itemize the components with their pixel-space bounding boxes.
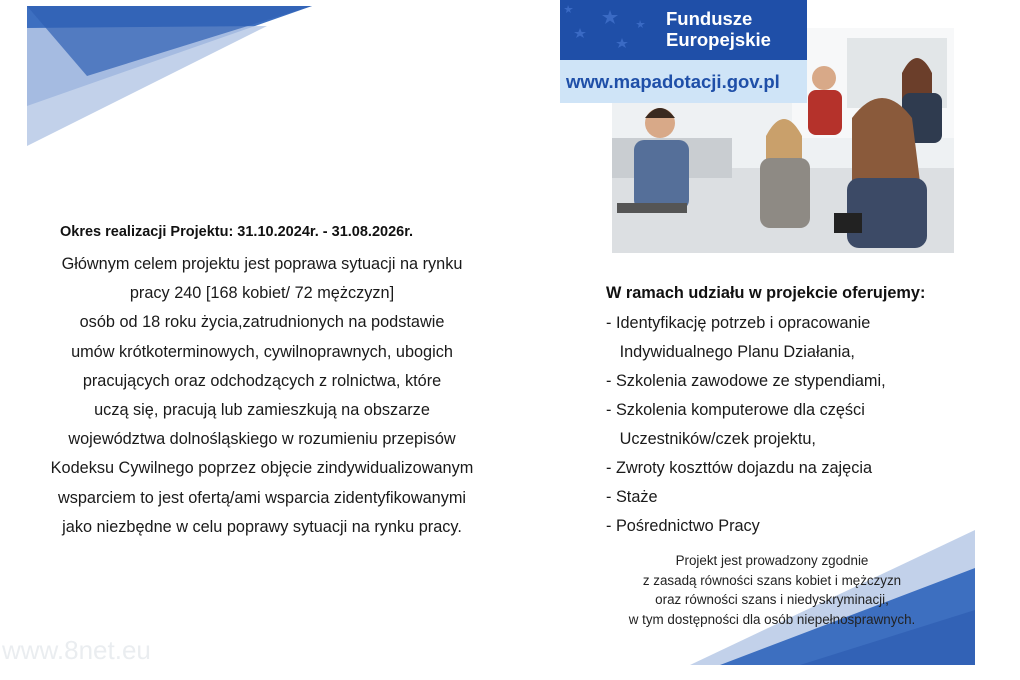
offer-heading: W ramach udziału w projekcie oferujemy: <box>606 284 926 302</box>
offer-item: - Szkolenia komputerowe dla części <box>606 401 865 419</box>
watermark: www.8net.eu <box>2 635 151 665</box>
goal-line: pracujących oraz odchodzących z rolnictwa, które <box>82 371 442 390</box>
goal-line: Kodeksu Cywilnego poprzez objęcie zindywidualizowanym <box>50 459 474 478</box>
eu-funds-logo <box>560 0 807 60</box>
eu-funds-title <box>666 8 771 50</box>
goal-line: pracy 240 [168 kobiet/ 72 mężczyzn] <box>129 284 395 303</box>
eu-stars-icon <box>560 0 654 60</box>
equality-note <box>600 551 944 629</box>
offer-item: - Staże <box>606 488 658 506</box>
goal-line: województwa dolnośląskiego w rozumieniu przepisów <box>68 430 456 449</box>
equality-note-line: z zasadą równości szans kobiet i mężczyzn <box>642 572 902 588</box>
offer-item: Indywidualnego Planu Działania, <box>606 343 855 361</box>
offer-item: - Identyfikację potrzeb i opracowanie <box>606 314 871 332</box>
offer-item: - Pośrednictwo Pracy <box>606 517 760 535</box>
decorative-corner-top-left <box>27 6 312 146</box>
equality-note-line: oraz równości szans i niedyskryminacji, <box>655 592 889 607</box>
offer-list <box>606 309 886 541</box>
goal-line: jako niezbędne w celu poprawy sytuacji na rynku pracy. <box>62 517 462 536</box>
goal-line: osób od 18 roku życia,zatrudnionych na podstawie <box>79 313 445 332</box>
goal-line: wsparciem to jest ofertą/ami wsparcia zidentyfikowanymi <box>57 488 467 507</box>
offer-item: Uczestników/czek projektu, <box>606 430 816 448</box>
goal-line: uczą się, pracują lub zamieszkują na obszarze <box>94 401 430 420</box>
goal-line: umów krótkoterminowych, cywilnoprawnych, ubogich <box>71 342 453 361</box>
funding-map-url-bar <box>560 60 807 103</box>
equality-note-line: w tym dostępności dla osób niepełnosprawnych. <box>628 611 916 627</box>
offer-item: - Zwroty koszttów dojazdu na zajęcia <box>606 459 873 477</box>
offer-item: - Szkolenia zawodowe ze stypendiami, <box>606 372 886 390</box>
equality-note-line: Projekt jest prowadzony zgodnie <box>675 553 869 568</box>
project-goal-text <box>22 250 502 542</box>
eu-title-line2: Europejskie <box>666 29 771 50</box>
eu-title-line1: Fundusze <box>666 8 753 29</box>
goal-line: Głównym celem projektu jest poprawa sytuacji na rynku <box>61 255 463 273</box>
funding-map-url: www.mapadotacji.gov.pl <box>566 71 780 92</box>
project-period: Okres realizacji Projektu: 31.10.2024r. - 31.08.2026r. <box>60 224 414 240</box>
